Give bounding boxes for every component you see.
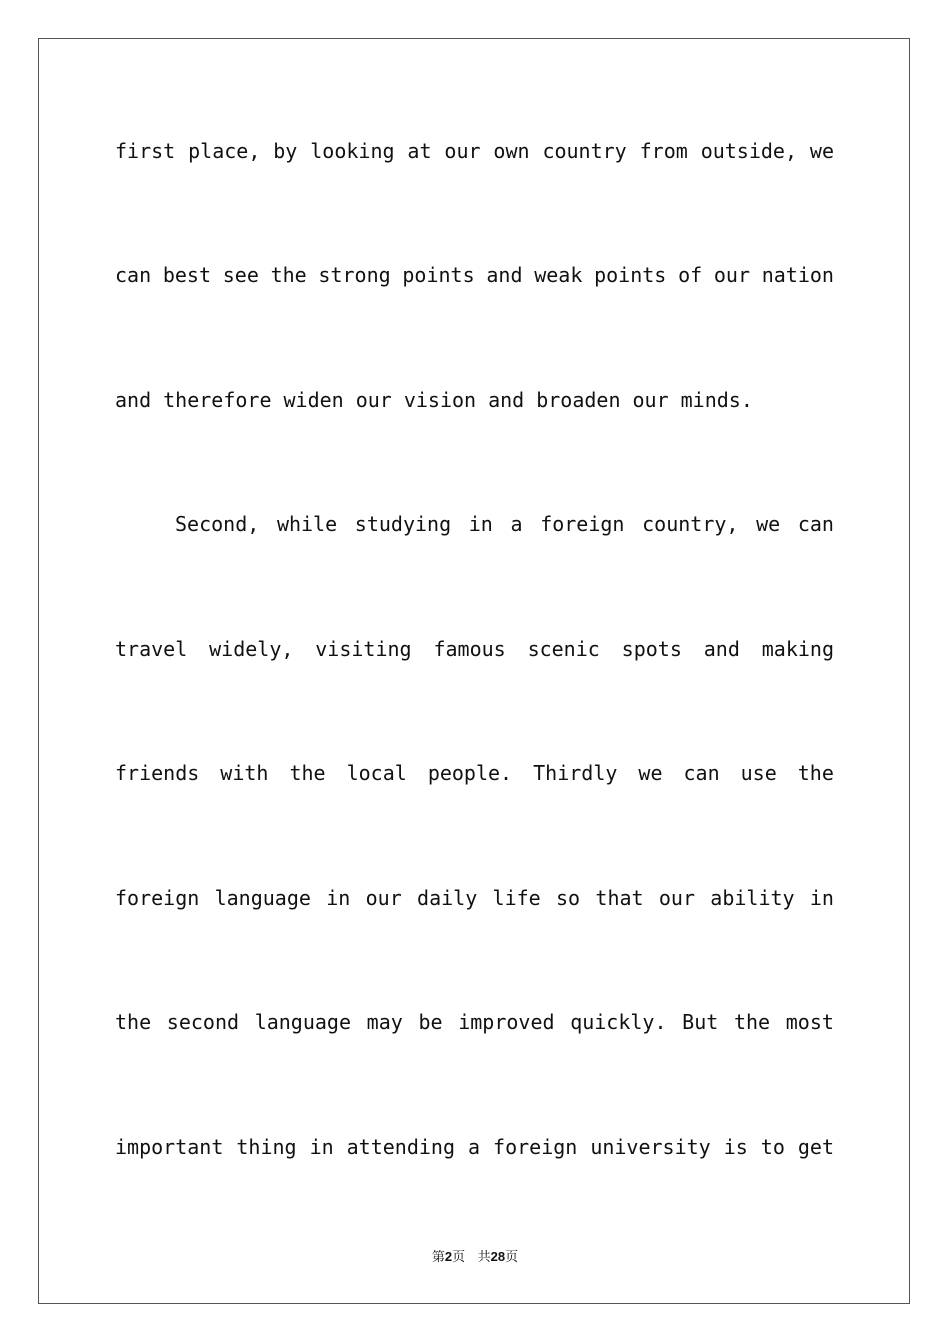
footer-total-prefix: 共 (477, 1250, 491, 1265)
text-line: foreign language in our daily life so that our ability in (115, 886, 834, 910)
page-frame (38, 38, 910, 1304)
text-line: the second language may be improved quickly. But the most (115, 1010, 834, 1034)
footer-total-suffix: 页 (505, 1250, 519, 1265)
footer-prefix: 第 (431, 1250, 445, 1265)
text-line: and therefore widen our vision and broaden our minds. (115, 388, 753, 412)
text-line: travel widely, visiting famous scenic spots and making (115, 637, 834, 661)
text-line: friends with the local people. Thirdly we can use the (115, 761, 834, 785)
footer-page-suffix: 页 (452, 1250, 466, 1265)
page-footer (0, 1246, 950, 1265)
text-line: first place, by looking at our own country from outside, we (115, 139, 834, 163)
footer-total-pages: 28 (490, 1249, 506, 1264)
footer-current-page: 2 (444, 1249, 453, 1264)
text-line: important thing in attending a foreign university is to get (115, 1135, 834, 1159)
text-line: can best see the strong points and weak points of our nation (115, 263, 834, 287)
text-line: Second, while studying in a foreign country, we can (175, 512, 834, 536)
